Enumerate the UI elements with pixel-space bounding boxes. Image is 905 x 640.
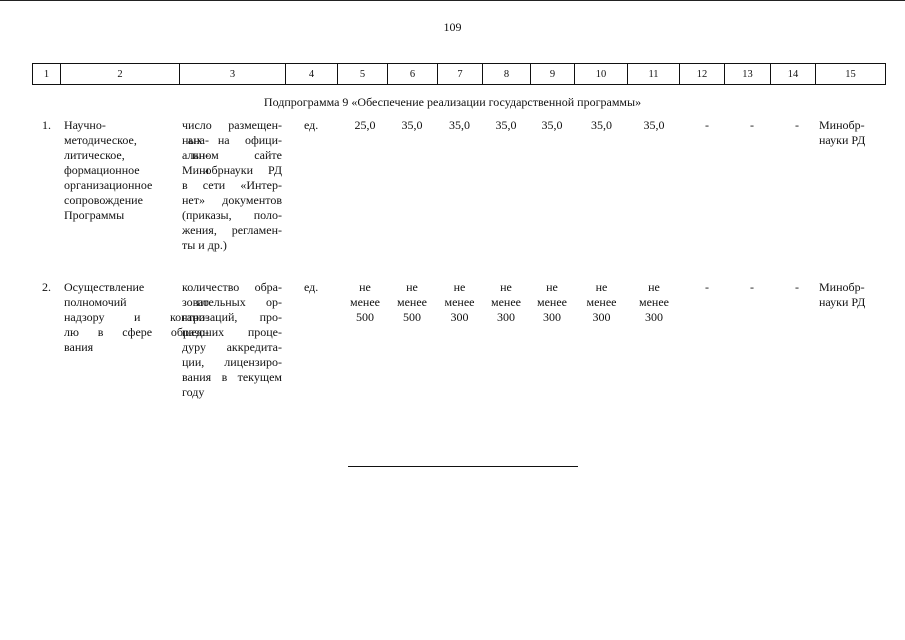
text-line: надзору и контро- [64,310,209,324]
value-col-12: - [705,280,709,294]
value-line: менее [586,295,617,309]
text-line: Минобр- [819,118,865,132]
value-col-8 [482,280,530,325]
value-col-7: 35,0 [449,118,470,132]
end-of-table-rule [348,466,578,467]
value-col-8: 35,0 [495,118,517,132]
header-col-2: 2 [61,64,180,85]
value-line: 300 [645,310,663,324]
text-line: ганизаций, про- [182,310,282,324]
subprogram-title: Подпрограмма 9 «Обеспечение реализации государственной программы» [263,95,642,109]
value-line: менее [639,295,669,309]
value-col-5: 25,0 [354,118,376,132]
value-line: не [359,280,371,294]
text-line: (приказы, поло- [182,208,282,222]
header-col-4: 4 [286,64,338,85]
text-line: полномочий по [64,295,209,309]
value-line: менее [537,295,567,309]
header-col-9: 9 [531,64,575,85]
text-line: зовательных ор- [182,295,282,309]
value-col-10: 35,0 [591,118,612,132]
text-line: в сети «Интер- [182,178,282,192]
value-col-11 [628,280,680,325]
header-col-8: 8 [483,64,531,85]
value-line: менее [491,295,521,309]
header-col-11: 11 [628,64,680,85]
header-col-1: 1 [33,64,61,85]
text-line: Минобр- [819,280,865,294]
text-line: науки РД [819,295,866,309]
value-col-9 [530,280,574,325]
unit-of-measure: ед. [304,118,319,132]
value-line: 300 [543,310,561,324]
text-line: литическое, ин- [64,148,209,162]
value-col-7 [437,280,482,325]
header-col-10: 10 [575,64,628,85]
text-line: количество обра- [182,280,282,294]
value-line: не [500,280,512,294]
value-col-13: - [750,118,754,132]
text-line: году [182,385,205,399]
header-col-14: 14 [771,64,816,85]
value-line: менее [397,295,427,309]
value-line: не [406,280,418,294]
value-line: 300 [497,310,515,324]
header-col-13: 13 [725,64,771,85]
text-line: вания [64,340,94,354]
value-col-5 [340,280,390,325]
text-line: Минобрнауки РД [182,163,282,177]
text-line: формационное и [64,163,209,177]
text-line: организационное [64,178,153,192]
value-col-9: 35,0 [541,118,563,132]
text-line: ции, лицензиро- [182,355,282,369]
indicator-description [182,118,282,253]
value-line: 500 [403,310,421,324]
text-line: жения, регламен- [182,223,282,237]
text-line: методическое, ана- [64,133,209,147]
value-col-14: - [795,280,799,294]
column-number-header [32,63,886,85]
responsible-executor [819,280,885,310]
row-number: 2. [42,280,51,294]
text-line: вания в текущем [182,370,282,384]
value-line: менее [444,295,475,309]
indicator-description [182,280,282,400]
text-line: число размещен- [182,118,282,132]
header-col-12: 12 [680,64,725,85]
text-line: шедших проце- [182,325,282,339]
text-line: ты и др.) [182,238,227,252]
top-edge-rule [0,0,905,1]
value-line: 300 [592,310,611,324]
text-line: Программы [64,208,125,222]
header-col-7: 7 [438,64,483,85]
value-line: не [595,280,608,294]
text-line: нет» документов [182,193,282,207]
header-col-3: 3 [180,64,286,85]
value-col-6: 35,0 [401,118,423,132]
responsible-executor [819,118,885,148]
value-line: 500 [356,310,374,324]
value-line: 300 [450,310,469,324]
unit-of-measure: ед. [304,280,319,294]
header-col-5: 5 [338,64,388,85]
header-col-15: 15 [816,64,886,85]
header-col-6: 6 [388,64,438,85]
text-line: сопровождение [64,193,143,207]
value-col-6 [387,280,437,325]
text-line: ных на офици- [182,133,282,147]
row-number: 1. [42,118,51,132]
value-line: не [453,280,466,294]
page-number: 109 [443,20,462,34]
text-line: Осуществление [64,280,145,294]
value-col-11: 35,0 [643,118,665,132]
text-line: лю в сфере образо- [64,325,209,339]
value-col-14: - [795,118,799,132]
value-col-13: - [750,280,754,294]
text-line: науки РД [819,133,866,147]
text-line: дуру аккредита- [182,340,282,354]
value-col-12: - [705,118,709,132]
text-line: альном сайте [182,148,282,162]
value-line: не [546,280,558,294]
value-line: не [648,280,660,294]
value-line: менее [350,295,380,309]
text-line: Научно- [64,118,106,132]
value-col-10 [575,280,628,325]
